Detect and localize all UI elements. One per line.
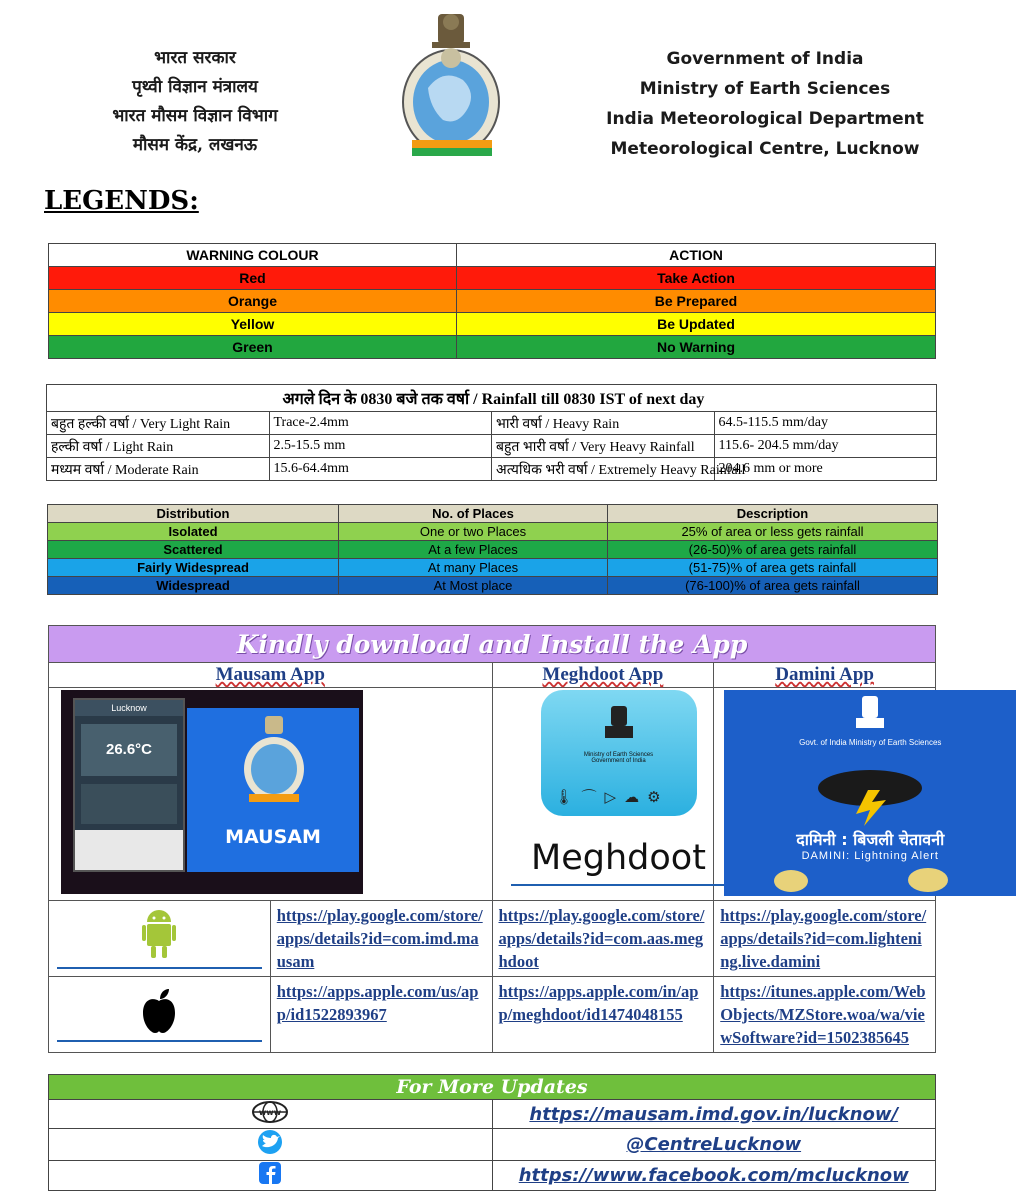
dist-cell: (76-100)% of area gets rainfall [608,577,938,595]
twitter-link[interactable]: @CentreLucknow [626,1134,802,1155]
rain-range: 204.6 mm or more [714,458,937,481]
meghdoot-app-image [492,688,714,901]
emblem-icon [599,704,639,748]
phone-city: Lucknow [75,700,183,716]
rain-category: मध्यम वर्षा / Moderate Rain [47,458,270,481]
dist-cell: Fairly Widespread [48,559,339,577]
warning-colour-table [48,243,936,359]
app-name-mausam: Mausam App [215,664,325,685]
dist-cell: At Most place [339,577,608,595]
twitter-icon-cell [49,1129,493,1161]
weather-icons: 🌡⌒▷☁⚙ [554,789,669,806]
android-icon-cell [49,901,271,977]
damini-android-link[interactable]: https://play.google.com/store/apps/details?id=com.lightening.live.damini [714,901,936,977]
dist-header: Distribution [48,505,339,523]
mausam-android-link[interactable]: https://play.google.com/store/apps/details?id=com.imd.mausam [270,901,492,977]
rain-range: Trace-2.4mm [269,412,492,435]
apps-table [48,625,945,1053]
warning-action-cell: No Warning [457,336,936,359]
rainfall-row [47,412,937,435]
hindi-line: पृथ्वी विज्ञान मंत्रालय [132,77,258,97]
rain-category: हल्की वर्षा / Light Rain [47,435,270,458]
damini-app-image [714,688,945,901]
updates-table [48,1074,936,1191]
rain-range: 64.5-115.5 mm/day [714,412,937,435]
rainfall-row [47,435,937,458]
rain-category: बहुत भारी वर्षा / Very Heavy Rainfall [492,435,715,458]
lightning-cloud-icon [810,766,930,826]
meghdoot-image-text: Meghdoot [531,838,706,878]
warning-colour-cell: Red [49,267,457,290]
apple-icon-cell [49,977,271,1053]
apps-banner-text: Kindly download and Install the App [236,629,748,659]
website-link[interactable]: https://mausam.imd.gov.in/lucknow/ [529,1103,899,1125]
svg-text:www: www [259,1107,282,1117]
updates-title: For More Updates [396,1076,588,1098]
meghdoot-android-link[interactable]: https://play.google.com/store/apps/details?id=com.aas.meghdoot [492,901,714,977]
meghdoot-subtext: Ministry of Earth Sciences Government of India [583,752,654,764]
facebook-link[interactable]: https://www.facebook.com/mclucknow [518,1165,909,1186]
rain-category: अत्यधिक भरी वर्षा / Extremely Heavy Rainfall [492,458,715,481]
globe-icon [251,1101,289,1123]
english-header [585,44,945,164]
warning-colour-cell: Orange [49,290,457,313]
mausam-app-image [49,688,493,901]
dist-row-scattered [48,541,938,559]
apple-icon [139,987,179,1035]
dist-row-fairly-widespread [48,559,938,577]
android-icon [142,908,176,962]
dist-header: No. of Places [339,505,608,523]
warning-row-yellow [49,313,936,336]
mausam-image-text: MAUSAM [225,826,321,848]
app-name-damini: Damini App [775,664,874,685]
english-line: Meteorological Centre, Lucknow [610,139,920,159]
dist-cell: One or two Places [339,523,608,541]
rain-range: 15.6-64.4mm [269,458,492,481]
warning-row-orange [49,290,936,313]
imd-emblem-icon [398,8,504,164]
dist-header: Description [608,505,938,523]
imd-logo [398,8,504,164]
warning-action-cell: Take Action [457,267,936,290]
dist-cell: (26-50)% of area gets rainfall [608,541,938,559]
dist-cell: 25% of area or less gets rainfall [608,523,938,541]
facebook-icon-cell [49,1161,493,1191]
english-line: Ministry of Earth Sciences [639,79,891,99]
warning-row-green [49,336,936,359]
warning-row-red [49,267,936,290]
emblem-icon [850,694,890,734]
phone-temperature: 26.6°C [81,724,177,776]
dist-cell: Widespread [48,577,339,595]
hindi-header [60,44,330,160]
damini-org-text: Govt. of India Ministry of Earth Sciences [799,738,942,747]
rain-range: 115.6- 204.5 mm/day [714,435,937,458]
english-line: Government of India [666,49,864,69]
mausam-ios-link[interactable]: https://apps.apple.com/us/app/id1522893967 [270,977,492,1053]
twitter-icon [250,1129,290,1155]
globe-icon-cell [49,1100,493,1129]
rainfall-row [47,458,937,481]
warning-header-action: ACTION [457,244,936,267]
mausam-logo-icon [239,714,309,804]
dist-cell: (51-75)% of area gets rainfall [608,559,938,577]
hindi-line: भारत मौसम विज्ञान विभाग [112,106,278,126]
warning-action-cell: Be Updated [457,313,936,336]
meghdoot-ios-link[interactable]: https://apps.apple.com/in/app/meghdoot/id1474048155 [492,977,714,1053]
hindi-line: मौसम केंद्र, लखनऊ [132,135,258,155]
hindi-line: भारत सरकार [154,48,236,68]
english-line: India Meteorological Department [606,109,924,129]
dist-cell: Isolated [48,523,339,541]
warning-header-colour: WARNING COLOUR [49,244,457,267]
dist-row-widespread [48,577,938,595]
rain-range: 2.5-15.5 mm [269,435,492,458]
warning-colour-cell: Yellow [49,313,457,336]
damini-image-text: दामिनी : बिजली चेतावनी [796,830,945,849]
rainfall-title: अगले दिन के 0830 बजे तक वर्षा / Rainfall till 0830 IST of next day [47,385,937,412]
dist-cell: Scattered [48,541,339,559]
warning-action-cell: Be Prepared [457,290,936,313]
damini-image-subtext: DAMINI: Lightning Alert [801,850,939,862]
app-name-meghdoot: Meghdoot App [542,664,664,685]
rainfall-table [46,384,937,481]
warning-colour-cell: Green [49,336,457,359]
updates-title-bar [49,1075,936,1100]
dist-cell: At a few Places [339,541,608,559]
facebook-icon [257,1161,283,1185]
apps-banner [49,626,936,663]
dist-cell: At many Places [339,559,608,577]
distribution-table [47,504,938,595]
dist-row-isolated [48,523,938,541]
rain-category: भारी वर्षा / Heavy Rain [492,412,715,435]
legends-title: LEGENDS: [44,186,199,216]
damini-ios-link[interactable]: https://itunes.apple.com/WebObjects/MZStore.woa/wa/viewSoftware?id=1502385645 [714,977,936,1053]
rain-category: बहुत हल्की वर्षा / Very Light Rain [47,412,270,435]
